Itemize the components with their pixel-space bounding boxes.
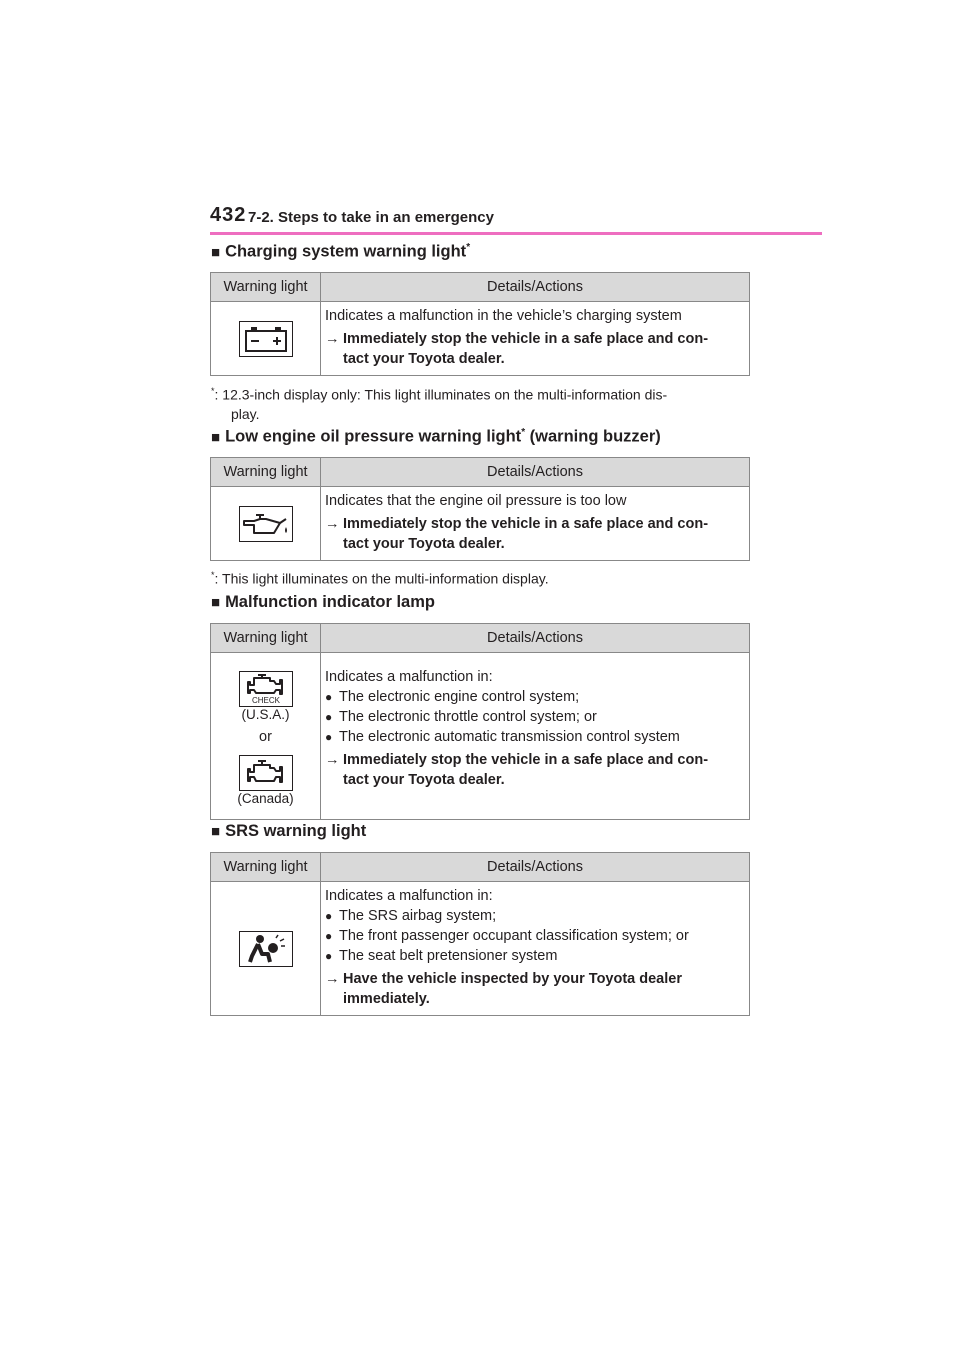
section-marker: ■ — [211, 243, 221, 261]
section-title-srs: ■ SRS warning light — [211, 822, 367, 840]
action-text: → Immediately stop the vehicle in a safe place and con- tact your Toyota dealer. — [325, 331, 709, 367]
col-header-warning-light: Warning light — [211, 458, 321, 487]
or-text: or — [259, 729, 272, 745]
action-text: → Immediately stop the vehicle in a safe place and con- tact your Toyota dealer. — [325, 752, 709, 788]
caption-usa: (U.S.A.) — [241, 707, 290, 722]
section-title-oil-pressure: ■ Low engine oil pressure warning light* (warning buzzer) — [211, 427, 661, 446]
battery-icon — [239, 321, 293, 357]
list-item: ● The electronic engine control system; — [325, 687, 745, 707]
mil-table — [210, 623, 750, 820]
action-text: → Have the vehicle inspected by your Toyota dealer immediately. — [325, 971, 682, 1007]
check-engine-icon — [239, 671, 293, 707]
page-header — [210, 204, 822, 236]
action-text: → Immediately stop the vehicle in a safe place and con- tact your Toyota dealer. — [325, 516, 709, 552]
table-row — [211, 882, 750, 1016]
list-item: ● The electronic throttle control system; or — [325, 707, 745, 727]
oil-can-icon — [239, 506, 293, 542]
icon-cell — [211, 302, 321, 376]
footnote-oil-pressure: *: This light illuminates on the multi-information display. — [211, 570, 549, 587]
srs-table — [210, 852, 750, 1016]
section-marker: ■ — [211, 594, 221, 611]
section-title-charging: ■ Charging system warning light* — [211, 242, 471, 261]
col-header-warning-light: Warning light — [211, 853, 321, 882]
table-header-row — [211, 624, 750, 653]
details-cell — [321, 882, 750, 1016]
section-marker: ■ — [211, 823, 221, 840]
table-header-row — [211, 458, 750, 487]
description: Indicates a malfunction in: — [325, 669, 493, 685]
engine-icon — [239, 755, 293, 791]
list-item: ● The front passenger occupant classification system; or — [325, 926, 745, 946]
table-row — [211, 653, 750, 820]
table-row — [211, 302, 750, 376]
col-header-details: Details/Actions — [321, 273, 750, 302]
srs-airbag-icon — [239, 931, 293, 967]
icon-cell — [211, 882, 321, 1016]
header-rule — [210, 232, 822, 235]
page-number: 432 — [210, 204, 247, 226]
details-cell — [321, 302, 750, 376]
list-item: ● The electronic automatic transmission control system — [325, 727, 745, 747]
col-header-warning-light: Warning light — [211, 273, 321, 302]
table-header-row — [211, 273, 750, 302]
description: Indicates a malfunction in: — [325, 888, 493, 904]
description: Indicates a malfunction in the vehicle’s charging system — [325, 308, 682, 324]
section-title-mil: ■ Malfunction indicator lamp — [211, 593, 435, 611]
section-marker: ■ — [211, 428, 221, 446]
chapter-title: 7-2. Steps to take in an emergency — [248, 209, 494, 226]
caption-canada: (Canada) — [237, 791, 294, 806]
col-header-details: Details/Actions — [321, 458, 750, 487]
details-cell — [321, 653, 750, 820]
table-row — [211, 487, 750, 561]
oil-pressure-table — [210, 457, 750, 561]
icon-cell — [211, 653, 321, 820]
list-item: ● The SRS airbag system; — [325, 906, 745, 926]
arrow-icon: → — [325, 971, 340, 987]
arrow-icon: → — [325, 331, 340, 347]
list-item: ● The seat belt pretensioner system — [325, 946, 745, 966]
charging-table — [210, 272, 750, 376]
icon-cell — [211, 487, 321, 561]
svg-text:CHECK: CHECK — [251, 696, 280, 705]
col-header-warning-light: Warning light — [211, 624, 321, 653]
arrow-icon: → — [325, 752, 340, 768]
description: Indicates that the engine oil pressure is too low — [325, 493, 627, 509]
details-cell — [321, 487, 750, 561]
col-header-details: Details/Actions — [321, 624, 750, 653]
footnote-charging: *: 12.3-inch display only: This light illuminates on the multi-information dis- play. — [211, 386, 668, 422]
table-header-row — [211, 853, 750, 882]
col-header-details: Details/Actions — [321, 853, 750, 882]
arrow-icon: → — [325, 516, 340, 532]
